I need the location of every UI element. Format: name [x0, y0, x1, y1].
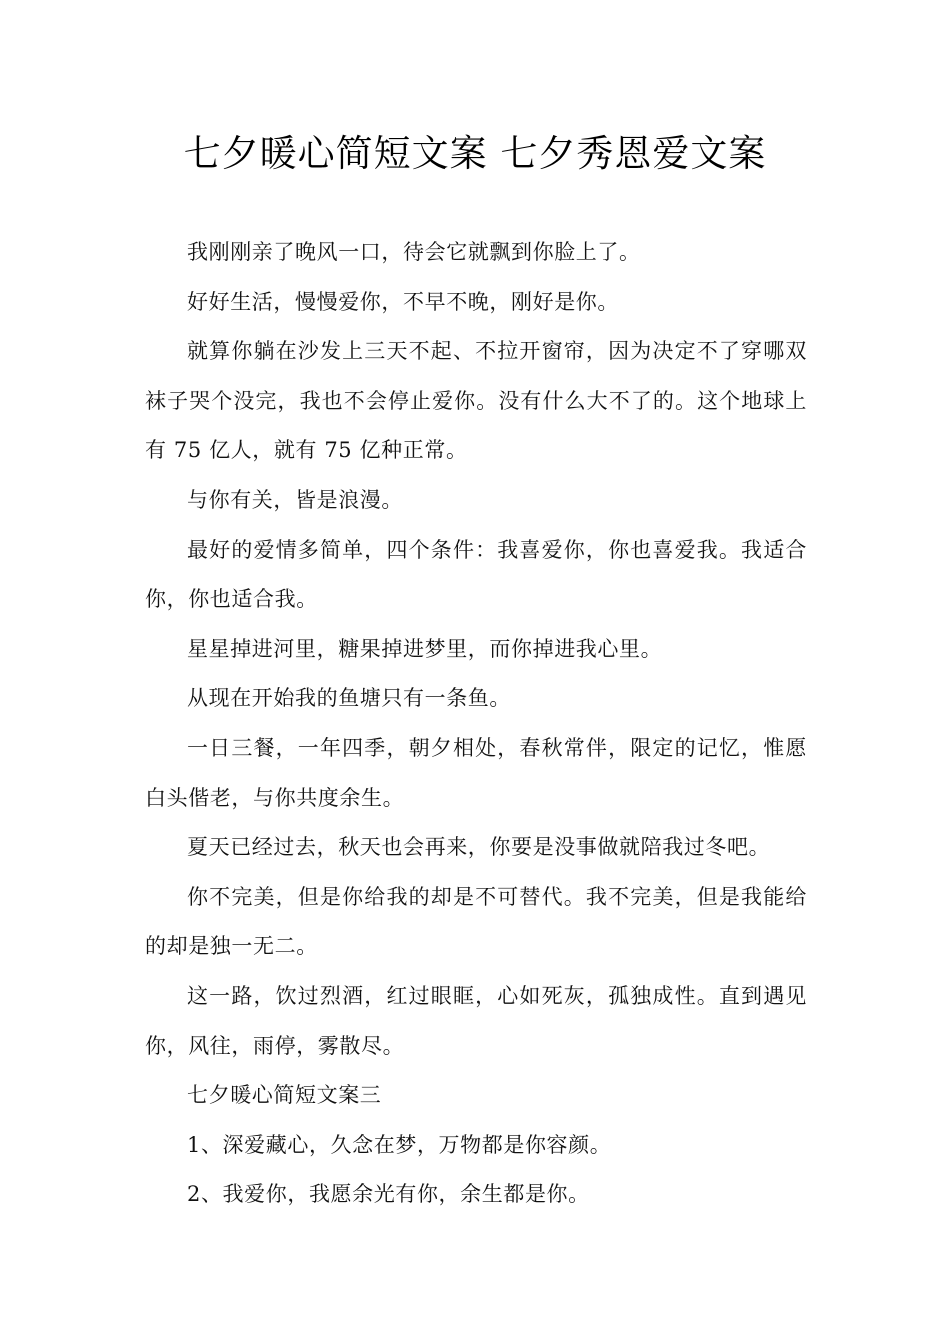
paragraph-5: 最好的爱情多简单，四个条件：我喜爱你，你也喜爱我。我适合你，你也适合我。: [145, 537, 807, 612]
paragraph-6: 星星掉进河里，糖果掉进梦里，而你掉进我心里。: [187, 636, 663, 661]
paragraph-10: 你不完美，但是你给我的却是不可替代。我不完美，但是我能给的却是独一无二。: [145, 884, 807, 959]
document-body: [145, 228, 807, 1220]
paragraph-4: 与你有关，皆是浪漫。: [187, 487, 403, 512]
paragraph-7: 从现在开始我的鱼塘只有一条鱼。: [187, 686, 511, 711]
paragraph-11: 这一路，饮过烈酒，红过眼眶，心如死灰，孤独成性。直到遇见你，风往，雨停，雾散尽。: [145, 983, 807, 1058]
paragraph-3: 就算你躺在沙发上三天不起、不拉开窗帘，因为决定不了穿哪双袜子哭个没完，我也不会停止爱你。没有什么大不了的。这个地球上有 75 亿人，就有 75 亿种正常。: [145, 339, 807, 463]
paragraph-1: 我刚刚亲了晚风一口，待会它就飘到你脸上了。: [187, 240, 641, 264]
document-title: 七夕暖心简短文案 七夕秀恩爱文案: [183, 132, 767, 175]
list-item-1: 1、深爱藏心，久念在梦，万物都是你容颜。: [187, 1132, 612, 1157]
paragraph-8: 一日三餐，一年四季，朝夕相处，春秋常伴，限定的记忆，惟愿白头偕老，与你共度余生。: [145, 735, 807, 810]
list-item-2: 2、我爱你，我愿余光有你，余生都是你。: [187, 1182, 590, 1207]
section-heading: 七夕暖心简短文案三: [187, 1083, 382, 1108]
paragraph-2: 好好生活，慢慢爱你，不早不晚，刚好是你。: [187, 289, 619, 314]
paragraph-9: 夏天已经过去，秋天也会再来，你要是没事做就陪我过冬吧。: [187, 835, 771, 860]
